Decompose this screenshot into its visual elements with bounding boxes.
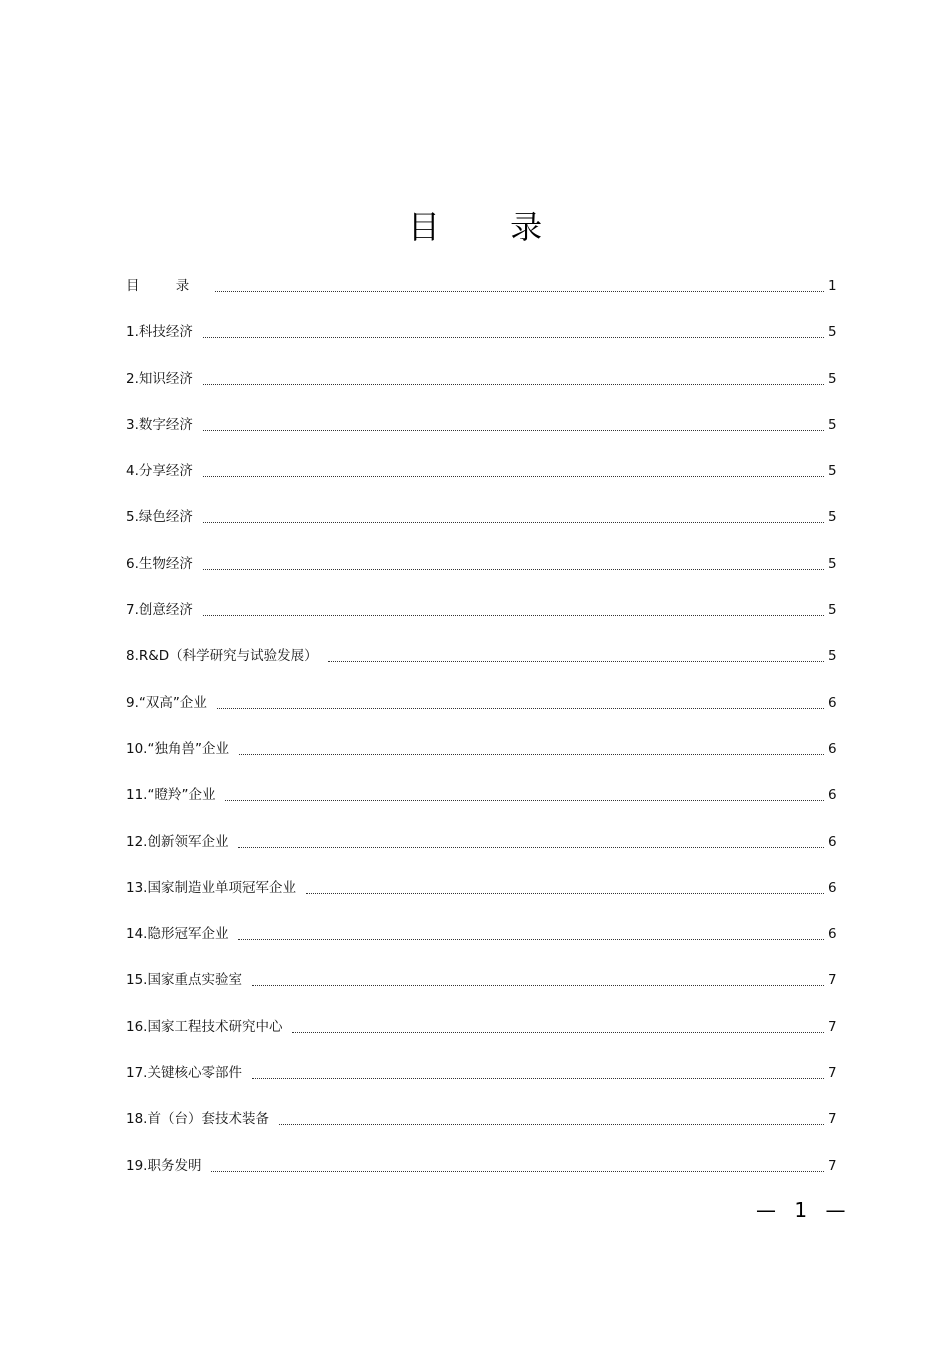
toc-entry-label: 12.创新领军企业 [126, 833, 229, 850]
toc-entry-page: 7 [828, 1065, 837, 1082]
toc-entry-label: 5.绿色经济 [126, 509, 193, 526]
toc-entry-page: 5 [828, 324, 837, 341]
toc-entry[interactable] [126, 550, 844, 596]
toc-leader-dots [203, 318, 824, 338]
toc-leader-dots [203, 596, 824, 616]
page-title: 目 录 [407, 208, 573, 246]
toc-leader-dots [203, 411, 824, 431]
toc-leader-dots [203, 457, 824, 477]
toc-entry-page: 6 [828, 694, 837, 711]
table-of-contents [126, 272, 844, 1198]
toc-entry-page: 7 [828, 1018, 837, 1035]
toc-entry-label: 3.数字经济 [126, 416, 193, 433]
toc-entry-page: 6 [828, 787, 837, 804]
toc-leader-dots [217, 689, 824, 709]
toc-entry-label: 18.首（台）套技术装备 [126, 1111, 269, 1128]
toc-leader-dots [203, 365, 824, 385]
toc-entry-page: 6 [828, 926, 837, 943]
toc-entry-label: 13.国家制造业单项冠军企业 [126, 879, 296, 896]
toc-entry[interactable] [126, 1059, 844, 1105]
toc-entry-label: 6.生物经济 [126, 555, 193, 572]
toc-leader-dots [238, 920, 824, 940]
toc-entry[interactable] [126, 874, 844, 920]
toc-leader-dots [203, 550, 824, 570]
toc-entry-label: 17.关键核心零部件 [126, 1065, 242, 1082]
toc-entry-page: 5 [828, 370, 837, 387]
toc-leader-dots [203, 503, 824, 523]
toc-entry[interactable] [126, 1152, 844, 1198]
toc-entry-label: 7.创意经济 [126, 602, 193, 619]
toc-entry[interactable] [126, 735, 844, 781]
toc-entry[interactable] [126, 272, 844, 318]
toc-leader-dots [252, 966, 824, 986]
toc-entry-label: 目 录 [126, 278, 206, 294]
toc-entry-label: 4.分享经济 [126, 463, 193, 480]
toc-entry[interactable] [126, 596, 844, 642]
toc-entry[interactable] [126, 1013, 844, 1059]
toc-entry-page: 7 [828, 1157, 837, 1174]
toc-entry-page: 5 [828, 416, 837, 433]
toc-entry[interactable] [126, 503, 844, 549]
toc-entry-page: 7 [828, 972, 837, 989]
page-number: — 1 — [756, 1198, 852, 1222]
toc-entry-page: 5 [828, 555, 837, 572]
toc-leader-dots [306, 874, 824, 894]
toc-leader-dots [211, 1152, 824, 1172]
toc-entry[interactable] [126, 642, 844, 688]
toc-entry[interactable] [126, 411, 844, 457]
toc-entry-label: 2.知识经济 [126, 370, 193, 387]
toc-entry-page: 6 [828, 879, 837, 896]
toc-entry-label: 16.国家工程技术研究中心 [126, 1018, 283, 1035]
toc-entry[interactable] [126, 318, 844, 364]
toc-entry-page: 6 [828, 740, 837, 757]
toc-leader-dots [279, 1105, 824, 1125]
toc-entry-label: 9.“双高”企业 [126, 694, 207, 711]
toc-entry[interactable] [126, 457, 844, 503]
toc-entry[interactable] [126, 689, 844, 735]
toc-leader-dots [239, 735, 824, 755]
toc-leader-dots [238, 828, 824, 848]
toc-entry[interactable] [126, 365, 844, 411]
toc-entry-page: 1 [828, 278, 837, 294]
toc-entry-page: 7 [828, 1111, 837, 1128]
toc-leader-dots [215, 272, 824, 292]
toc-leader-dots [292, 1013, 824, 1033]
toc-leader-dots [328, 642, 824, 662]
toc-entry-label: 10.“独角兽”企业 [126, 740, 229, 757]
toc-leader-dots [252, 1059, 824, 1079]
toc-entry-page: 5 [828, 602, 837, 619]
toc-entry-label: 15.国家重点实验室 [126, 972, 242, 989]
toc-entry-label: 11.“瞪羚”企业 [126, 787, 216, 804]
toc-entry-label: 1.科技经济 [126, 324, 193, 341]
toc-entry[interactable] [126, 1105, 844, 1151]
toc-entry-page: 5 [828, 509, 837, 526]
toc-entry-label: 19.职务发明 [126, 1157, 202, 1174]
toc-entry-label: 14.隐形冠军企业 [126, 926, 229, 943]
toc-entry-page: 6 [828, 833, 837, 850]
toc-entry[interactable] [126, 781, 844, 827]
toc-entry[interactable] [126, 920, 844, 966]
toc-entry-page: 5 [828, 463, 837, 480]
toc-entry-page: 5 [828, 648, 837, 665]
toc-entry[interactable] [126, 828, 844, 874]
toc-leader-dots [225, 781, 824, 801]
toc-entry[interactable] [126, 966, 844, 1012]
toc-entry-label: 8.R&D（科学研究与试验发展） [126, 648, 318, 665]
